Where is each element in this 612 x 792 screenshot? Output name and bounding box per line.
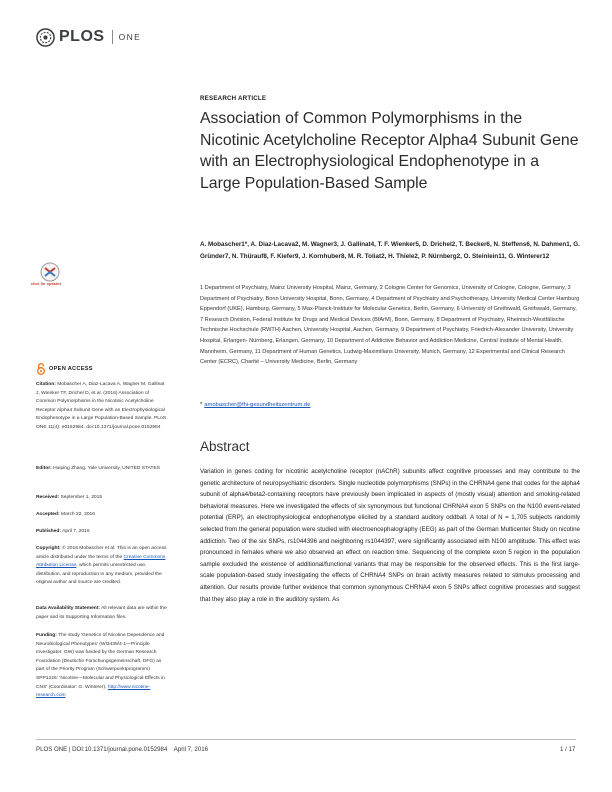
footer-divider xyxy=(36,739,576,740)
citation-label: Citation: xyxy=(36,382,56,387)
citation-text: Mobascher A, Diaz-Lacava A, Wagner M, Gallinat J, Wienker TF, Drichel D, et al. (2016) Association of Common Polymorphisms in the Nicotinic Acetylcholine Receptor Alpha4 Subunit Gene with an Electrophysiological Endophenotype in a Large Population-Based Sample. PLoS ONE 11(4): e0152984. doi:10.1371/journal.pone.0152984 xyxy=(36,382,166,430)
abstract-heading: Abstract xyxy=(200,439,250,454)
received-label: Received: xyxy=(36,495,60,500)
accepted-block xyxy=(36,511,168,520)
correspondence-email[interactable] xyxy=(200,402,310,408)
editor-block xyxy=(36,465,168,474)
data-availability-text: All relevant data are within the paper and its Supporting Information files. xyxy=(36,606,167,620)
data-availability-label: Data Availability Statement: xyxy=(36,606,101,611)
abstract-text: Variation in genes coding for nicotinic acetylcholine receptor (nAChR) subunits affect cognitive processes and may contribute to the genetic architecture of neuropsychiatric disorders. Single nucleotide polymorphisms (SNPs) in the CHRNA4 gene that codes for the alpha4 subunit of alpha4/beta2-containing receptors have previously been implicated in aspects of (mostly visual) attention and smoking-related behavioral measures. Here we investigated the effects of six synonymous but functional CHRNA4 exon 5 SNPs on the N100 event-related potential (ERP), an electrophysiological endophenotype elicited by a standard auditory oddball. A total of N = 1,705 subjects randomly selected from the general population were studied with electroencephalography (EEG) as part of the German Multicenter Study on nicotine addiction. Two of the six SNPs, rs1044396 and neighboring rs1044397, were significantly associated with N100 amplitude. This effect was pronounced in females where we also observed an effect on reaction time. Sequencing of the complete exon 5 region in the population sample excluded the existence of additional/functional variants that may be responsible for the observed effects. This is the first large-scale population-based study investigating the effects of CHRNA4 SNPs on brain activity measures related to stimulus processing and attention. Our results provide further evidence that common synonymous CHRNA4 exon 5 SNPs affect cognitive processes and suggest that they also play a role in the auditory system. As xyxy=(200,468,580,603)
editor-label: Editor: xyxy=(36,466,52,471)
received-block xyxy=(36,494,168,503)
open-access-label: OPEN ACCESS xyxy=(49,366,93,372)
funding-block xyxy=(36,632,168,701)
page-number: 1 / 17 xyxy=(560,746,576,753)
copyright-label: Copyright: xyxy=(36,546,61,551)
open-access-badge xyxy=(36,363,93,375)
copyright-block xyxy=(36,545,168,588)
accepted-label: Accepted: xyxy=(36,512,60,517)
journal-logo[interactable] xyxy=(36,26,141,48)
correspondence-email-text[interactable]: amobascher@fhi-gesundheitszentrum.de xyxy=(204,402,311,408)
author-list: A. Mobascher1*, A. Diaz-Lacava2, M. Wagner3, J. Gallinat4, T. F. Wienker5, D. Drichel2, T. Becker6, N. Steffens6, N. Dahmen1, G. Gründer7, N. Thürauf8, F. Kiefer9, J. Kornhuber8, M. R. Toliat2, H. Thiele2, P. Nürnberg2, O. Steinlein11, G. Winterer12 xyxy=(200,241,580,261)
open-lock-icon xyxy=(36,363,46,375)
footer-citation: PLOS ONE | DOI:10.1371/journal.pone.0152984 April 7, 2016 xyxy=(36,746,208,753)
published-date: April 7, 2016 xyxy=(62,529,90,534)
affiliations: 1 Department of Psychiatry, Mainz University Hospital, Mainz, Germany, 2 Cologne Center for Genomics, University of Cologne, Cologne, Germany, 3 Department of Psychiatry, Bonn University Hospital, Bonn, Germany, 4 Department of Psychiatry and Psychotherapy, University Medical Center Hamburg Eppendorf (UKE), Hamburg, Germany, 5 Max-Planck-Institute for Molecular Genetics, Berlin, Germany, 6 University of Greifswald, Greifswald, Germany, 7 Research Division, Federal Institute for Drugs and Medical Devices (BfArM), Bonn, Germany, 8 Department of Psychiatry, Rheinisch-Westfälische Technische Hochschule (RWTH) Aachen, University Hospital, Aachen, Germany, 9 Department of Psychiatry, Friedrich-Alexander University, University Hospital, Erlangen- Nürnberg, Erlangen, Germany, 10 Department of Addictive Behavior and Addiction Medicine, Central Institute of Mental Health, Mannheim, Germany, 11 Department of Human Genetics, Ludwig-Maximilians University, Munich, Germany, 12 Experimental and Clinical Research Center (ECRC), Charité – University Medicine, Berlin, Germany xyxy=(200,285,580,366)
funding-link[interactable]: http://www.nicotine-research.com xyxy=(36,684,151,699)
editor-text: Huiping Zhang, Yale University, UNITED STATES xyxy=(53,466,161,471)
citation-block xyxy=(36,381,168,433)
crossmark-icon[interactable] xyxy=(36,262,64,284)
logo-wordmark: PLOS xyxy=(59,28,105,45)
copyright-text: © 2016 Mobascher et al. This is an open access article distributed under the terms of the xyxy=(36,546,167,560)
copyright-text-rest: , which permits unrestricted use, distribution, and reproduction in any medium, provided the original author and source are credited. xyxy=(36,563,162,586)
article-title: Association of Common Polymorphisms in the Nicotinic Acetylcholine Receptor Alpha4 Subunit Gene with an Electrophysiological Endophenotype in a Large Population-Based Sample xyxy=(200,110,579,192)
accepted-date: March 22, 2016 xyxy=(61,512,95,517)
published-block xyxy=(36,528,168,537)
crossmark-label[interactable]: click for updates xyxy=(31,282,62,286)
logo-divider xyxy=(112,30,113,44)
data-availability-block xyxy=(36,605,168,622)
funding-label: Funding: xyxy=(36,633,57,638)
logo-journal-name: ONE xyxy=(118,32,142,42)
received-date: September 1, 2015 xyxy=(60,495,103,500)
plos-logo-icon xyxy=(36,28,55,47)
article-type: RESEARCH ARTICLE xyxy=(200,95,267,102)
correspondence-marker: * xyxy=(200,402,203,408)
funding-text: The study 'Genetics of Nicotine Dependence and Neurobiological Phenotypes' (WI3439/4-1—Principle Investigator: GW) was funded by the German Research Foundation (Deutsche Forschungsgemeinschaft, DFG) as part of the Priority Program (Schwerpunktprogramm) SPP1226: 'Nicotine—Molecular and Physiological Effects in CNS' (Coordinator: G. Winterer). xyxy=(36,633,165,690)
license-link[interactable]: Creative Commons Attribution License xyxy=(36,554,166,569)
published-label: Published: xyxy=(36,529,61,534)
